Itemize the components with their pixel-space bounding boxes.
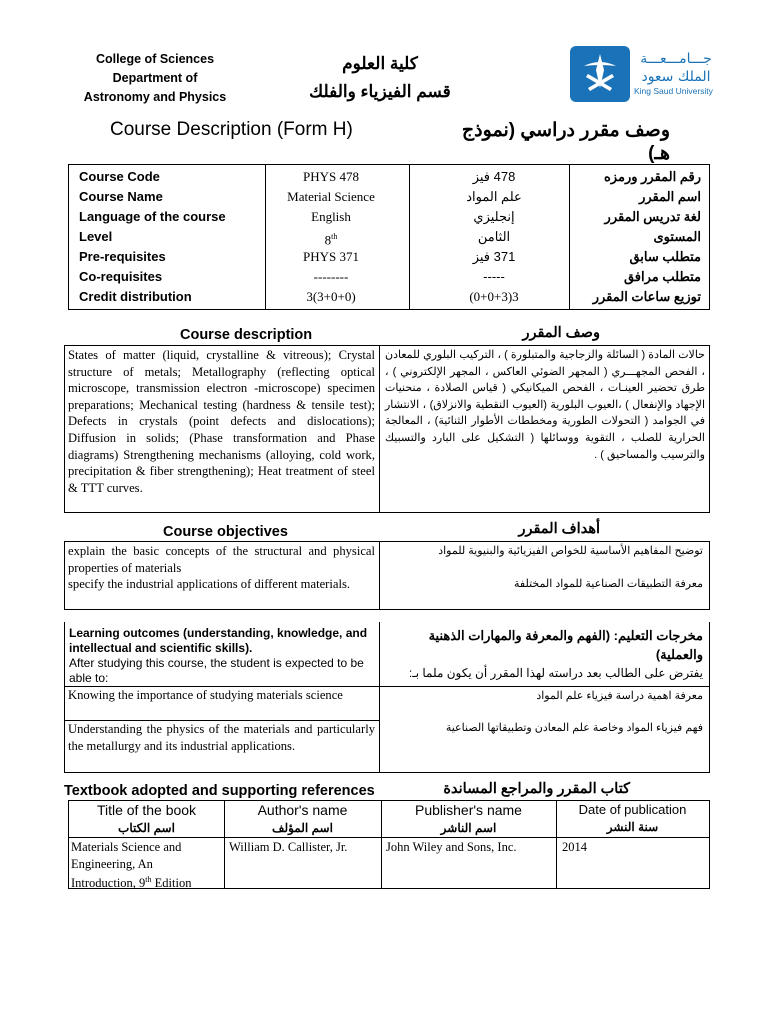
outcome-item-ar: معرفة اهمية دراسة فيزياء علم المواد: [536, 690, 703, 702]
info-label: Course Name: [79, 189, 163, 204]
column-header-publisher-ar: اسم الناشر: [440, 821, 497, 835]
info-value-en: PHYS 371: [303, 249, 359, 264]
info-value-ar: (0+0+3)3: [469, 289, 519, 304]
info-label-ar: متطلب سابق: [629, 249, 701, 264]
reference-book-title: [71, 839, 221, 892]
column-divider: [379, 346, 380, 512]
book-title-line: Engineering, An: [71, 856, 153, 871]
column-header-publisher: Publisher's name: [415, 802, 522, 818]
outcome-item-ar: فهم فيزياء المواد وخاصة علم المعادن وتطبيقاتها الصناعية: [445, 722, 703, 734]
learning-outcomes-intro: After studying this course, the student is expected to be able to:: [69, 656, 364, 685]
column-header-title-ar: اسم الكتاب: [118, 821, 175, 835]
info-label-ar: اسم المقرر: [639, 189, 701, 204]
info-row-level: [69, 227, 709, 247]
course-objectives-title-ar: أهداف المقرر: [518, 521, 600, 537]
info-label-ar: لغة تدريس المقرر: [604, 209, 701, 224]
outcome-item: Understanding the physics of the materials and particularly the metallurgy and its industrial applications.: [68, 722, 375, 753]
level-number: 8: [324, 232, 332, 248]
reference-author: William D. Callister, Jr.: [229, 840, 348, 854]
course-description-text-ar: حالات المادة ( السائلة والزجاجية والمتبلورة ) ، التركيب البلوري للمعادن ، الفحص المجهـــري ( المجهر الضوئي العاكس ، المجهر الإلكتروني ) ، طرق تحضير العينـات ، الفحص الميكانيكي ( قياس الصلادة ، منحنيات الإجهاد والإنفعال ) ،العيوب البلورية (العيوب النقطية والانزلاق) ، الانتشار في الجوامد ( التحولات الطورية ومخططات الأطوار الثنائية) ، المعالجة الحرارية للصلب ، التقوية ووسائلها ( التشكيل على البارد والتسبيك والترسيب والمساحيق ) .: [385, 349, 705, 461]
column-header-title: Title of the book: [96, 802, 197, 818]
references-title: Textbook adopted and supporting references: [64, 783, 375, 799]
info-label-ar: توزيع ساعات المقرر: [592, 289, 701, 304]
info-value-ar: -----: [483, 269, 505, 284]
book-edition-text: Introduction, 9: [71, 876, 146, 891]
info-label: Course Code: [79, 169, 160, 184]
column-header-author-ar: اسم المؤلف: [272, 821, 333, 835]
info-value-en: 3(3+0+0): [306, 289, 356, 304]
info-value-ar: الثامن: [477, 229, 511, 244]
info-label: Language of the course: [79, 209, 226, 224]
course-description-box: [64, 345, 710, 513]
info-label-ar: متطلب مرافق: [623, 269, 701, 284]
reference-date: 2014: [562, 840, 587, 854]
course-objectives-box: [64, 541, 710, 610]
info-row-language: [69, 207, 709, 227]
objective-item-ar: توضيح المفاهيم الأساسية للخواص الفيزيائية والبنيوية للمواد: [438, 545, 703, 557]
objective-item: specify the industrial applications of different materials.: [68, 577, 350, 591]
objective-item-ar: معرفة التطبيقات الصناعية للمواد المختلفة: [514, 578, 703, 590]
logo-text-ar: جـــامـــعـــة الملك سعود: [640, 51, 712, 85]
info-value-ar: إنجليزي: [473, 209, 515, 224]
outcome-item: Knowing the importance of studying materials science: [68, 688, 343, 702]
column-header-date: Date of publication: [578, 802, 687, 817]
logo-text-en: King Saud University: [634, 86, 713, 96]
info-row-corequisites: [69, 267, 709, 287]
column-header-author: Author's name: [257, 802, 348, 818]
book-title-line: [71, 872, 221, 892]
info-value-ar: علم المواد: [466, 189, 522, 204]
info-row-course-code: [69, 167, 709, 187]
course-description-text: States of matter (liquid, crystalline & vitreous); Crystal structure of metals; Metallography (reflecting optical microscope, transmission electron -microscope) specimen preparations; Mechanical testing (hardness & tensile test); Defects in crystals (point defects and dislocations); Diffusion in solids; (Phase transformation and Phase diagrams) Strengthening mechanisms (alloying, cold work, precipitation & fiber strengthening); Heat treatment of steel & TTT curves.: [68, 348, 375, 495]
info-value-en: English: [311, 209, 351, 224]
book-edition-label: Edition: [151, 876, 192, 891]
references-title-ar: كتاب المقرر والمراجع المساندة: [443, 781, 630, 797]
header-divider: [69, 837, 709, 838]
book-edition-suffix: th: [145, 875, 152, 884]
learning-outcomes-box: [64, 622, 710, 773]
info-row-course-name: [69, 187, 709, 207]
info-value-en: --------: [313, 269, 349, 284]
info-row-credits: [69, 287, 709, 307]
reference-publisher: John Wiley and Sons, Inc.: [386, 840, 517, 854]
department-name-line: Astronomy and Physics: [83, 90, 227, 104]
info-value-ar: 371 فيز: [472, 249, 516, 264]
course-description-title-ar: وصف المقرر: [522, 325, 600, 341]
column-divider: [379, 542, 380, 609]
info-value-en: Material Science: [287, 189, 375, 204]
info-value-en: PHYS 478: [303, 169, 359, 184]
course-objectives-title: Course objectives: [163, 524, 288, 540]
department-line-ar: قسم الفيزياء والفلك: [309, 82, 451, 101]
learning-outcomes-intro-ar: يفترض على الطالب بعد دراسته لهذا المقرر أن يكون ملما بـ:: [408, 666, 703, 680]
level-suffix: th: [331, 232, 338, 241]
college-line-ar: كلية العلوم: [342, 54, 418, 73]
info-label: Co-requisites: [79, 269, 163, 284]
course-description-title: Course description: [180, 327, 313, 343]
info-label: Pre-requisites: [79, 249, 166, 264]
objective-item: explain the basic concepts of the structural and physical properties of materials: [68, 544, 375, 575]
department-line: Department of: [112, 71, 198, 85]
info-value-ar: 478 فيز: [472, 169, 516, 184]
learning-outcomes-title-ar: مخرجات التعليم: (الفهم والمعرفة والمهارات الذهنية والعملية): [428, 628, 703, 662]
college-name-en: [60, 50, 250, 107]
references-table: [68, 800, 710, 889]
college-name-ar: [300, 50, 460, 106]
info-label-ar: المستوى: [653, 229, 701, 244]
learning-outcomes-title: Learning outcomes (understanding, knowledge, and intellectual and scientific skills).: [69, 626, 368, 655]
column-divider: [379, 622, 380, 772]
info-row-prerequisites: [69, 247, 709, 267]
college-line: College of Sciences: [95, 52, 215, 66]
form-title-en: Course Description (Form H): [110, 119, 353, 140]
book-title-line: Materials Science and: [71, 840, 182, 854]
info-label: Level: [79, 229, 113, 244]
form-title-ar: وصف مقرر دراسي (نموذج هـ): [461, 120, 670, 164]
info-label: Credit distribution: [79, 289, 192, 304]
university-logo: [570, 44, 720, 104]
course-info-table: [68, 164, 710, 310]
info-label-ar: رقم المقرر ورمزه: [604, 169, 701, 184]
column-header-date-ar: سنة النشر: [606, 820, 659, 834]
